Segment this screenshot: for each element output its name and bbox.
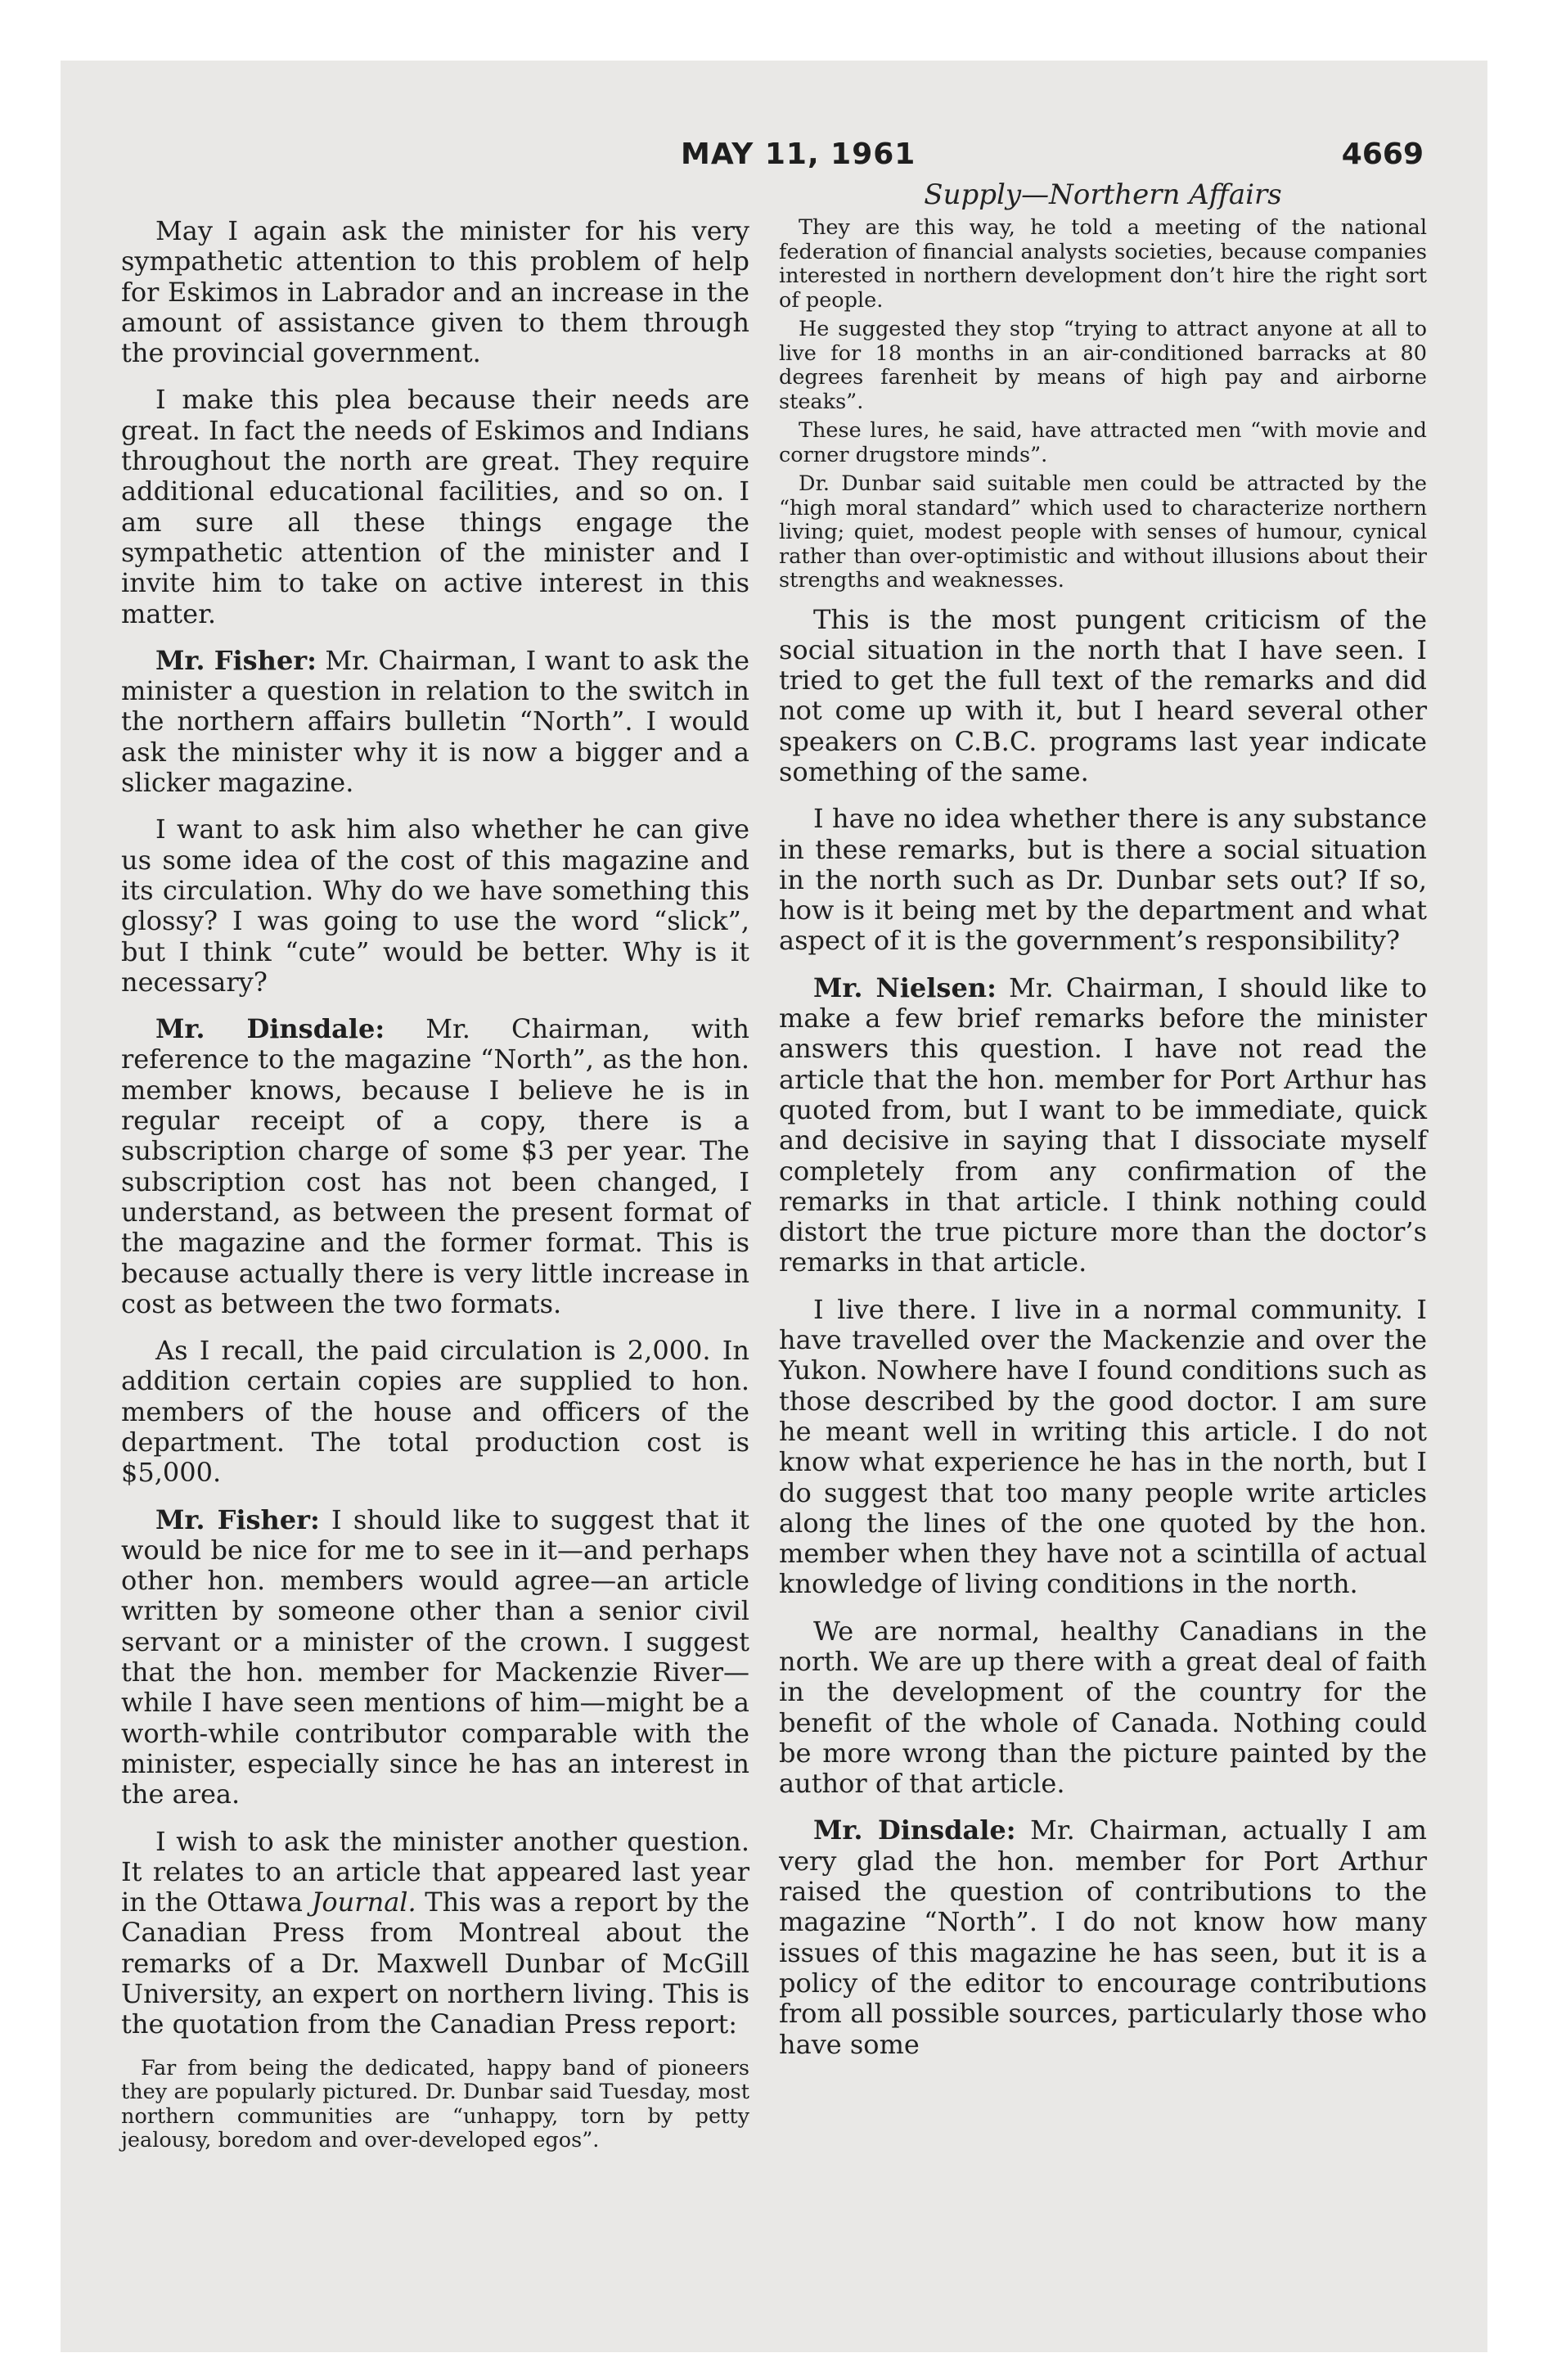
left-column	[121, 216, 749, 2165]
right-column	[779, 216, 1427, 2076]
paragraph: This is the most pungent criticism of the social situation in the north that I have seen. I tried to get the full text of the remarks and did not come up with it, but I heard several other speakers on C.B.C. programs last year indicate something of the same.	[779, 603, 1427, 787]
paragraph: I want to ask him also whether he can give us some idea of the cost of this magazine and its circulation. Why do we have something this glossy? I was going to use the word “slick”, but I think “cute” would be better. Why is it necessary?	[121, 814, 749, 998]
quotation: These lures, he said, have attracted men “with movie and corner drugstore minds”.	[779, 418, 1427, 467]
publication-name: Journal.	[311, 1886, 416, 1918]
quotation: Far from being the dedicated, happy band of pioneers they are popularly pictured. Dr. Dunbar said Tuesday, most northern communities are “unhappy, torn by petty jealousy, boredom and over-developed egos”.	[121, 2055, 749, 2153]
paragraph: As I recall, the paid circulation is 2,000. In addition certain copies are supplied to hon. members of the house and officers of the department. The total production cost is $5,000.	[121, 1335, 749, 1489]
speech-text: I wish to ask the minister another question. It relates to an article that appeared last year in the Ottawa	[121, 1825, 749, 1918]
speaker-name: Mr. Dinsdale:	[155, 1013, 385, 1045]
paragraph: I have no idea whether there is any substance in these remarks, but is there a social situation in the north such as Dr. Dunbar sets out? If so, how is it being met by the department and what aspect of it is the government’s responsibility?	[779, 803, 1427, 957]
speech-text: Mr. Chairman, actually I am very glad the hon. member for Port Arthur raised the question of contributions to the magazine “North”. I do not know how many issues of this magazine he has seen, but it is a policy of the editor to encourage contributions from all possible sources, particularly those who have some	[779, 1814, 1428, 2060]
speech-text: I should like to suggest that it would be nice for me to see in it—and perhaps other hon. members would agree—an article written by someone other than a senior civil servant or a minister of the crown. I suggest that the hon. member for Mackenzie River—while I have seen mentions of him—might be a worth-while contributor comparable with the minister, especially since he has an interest in the area.	[121, 1503, 750, 1810]
speaker-name: Mr. Fisher:	[155, 644, 317, 676]
paragraph	[779, 973, 1427, 1278]
speaker-name: Mr. Dinsdale:	[813, 1814, 1016, 1846]
paragraph	[121, 1505, 749, 1810]
paragraph	[121, 1014, 749, 1319]
speech-text: This was a report by the Canadian Press from Montreal about the remarks of a Dr. Maxwell Dunbar of McGill University, an expert on northern living. This is the quotation from the Canadian Press report:	[121, 1886, 750, 2040]
speech-text: Mr. Chairman, with reference to the magazine “North”, as the hon. member knows, because I believe he is in regular receipt of a copy, there is a subscription charge of some $3 per year. The subscription cost has not been changed, I understand, as between the present format of the magazine and the former format. This is because actually there is very little increase in cost as between the two formats.	[121, 1013, 750, 1319]
paragraph	[121, 1827, 749, 2040]
section-heading: Supply—Northern Affairs	[924, 178, 1282, 211]
quotation: He suggested they stop “trying to attract anyone at all to live for 18 months in an air-conditioned barracks at 80 degrees farenheit by means of high pay and airborne steaks”.	[779, 317, 1427, 414]
paragraph: We are normal, healthy Canadians in the north. We are up there with a great deal of faith in the development of the country for the benefit of the whole of Canada. Nothing could be more wrong than the picture painted by the author of that article.	[779, 1615, 1427, 1800]
speaker-name: Mr. Fisher:	[155, 1503, 320, 1535]
speech-text: Mr. Chairman, I should like to make a few brief remarks before the minister answers this question. I have not read the article that the hon. member for Port Arthur has quoted from, but I want to be immediate, quick and decisive in saying that I dissociate myself completely from any confirmation of the remarks in that article. I think nothing could distort the true picture more than the doctor’s remarks in that article.	[779, 971, 1428, 1278]
paragraph: I live there. I live in a normal community. I have travelled over the Mackenzie and over the Yukon. Nowhere have I found conditions such as those described by the good doctor. I am sure he meant well in writing this article. I do not know what experience he has in the north, but I do suggest that too many people write articles along the lines of the one quoted by the hon. member when they have not a scintilla of actual knowledge of living conditions in the north.	[779, 1293, 1427, 1600]
paragraph	[121, 646, 749, 798]
page-number: 4669	[1341, 137, 1424, 171]
quotation: Dr. Dunbar said suitable men could be attracted by the “high moral standard” which used to characterize northern living; quiet, modest people with senses of humour, cynical rather than over-optimistic and without illusions about their strengths and weaknesses.	[779, 471, 1427, 593]
speaker-name: Mr. Nielsen:	[813, 971, 997, 1003]
paragraph	[779, 1815, 1427, 2059]
paragraph: I make this plea because their needs are great. In fact the needs of Eskimos and Indians throughout the north are great. They require additional educational facilities, and so on. I am sure all these things engage the sympathetic attention of the minister and I invite him to take on active interest in this matter.	[121, 384, 749, 629]
page-date: MAY 11, 1961	[681, 137, 916, 171]
speech-text: Mr. Chairman, I want to ask the minister a question in relation to the switch in the northern affairs bulletin “North”. I would ask the minister why it is now a bigger and a slicker magazine.	[121, 644, 750, 799]
quotation: They are this way, he told a meeting of the national federation of financial analysts societies, because companies interested in northern development don’t hire the right sort of people.	[779, 215, 1427, 313]
paragraph: May I again ask the minister for his very sympathetic attention to this problem of help for Eskimos in Labrador and an increase in the amount of assistance given to them through the provincial government.	[121, 215, 749, 369]
